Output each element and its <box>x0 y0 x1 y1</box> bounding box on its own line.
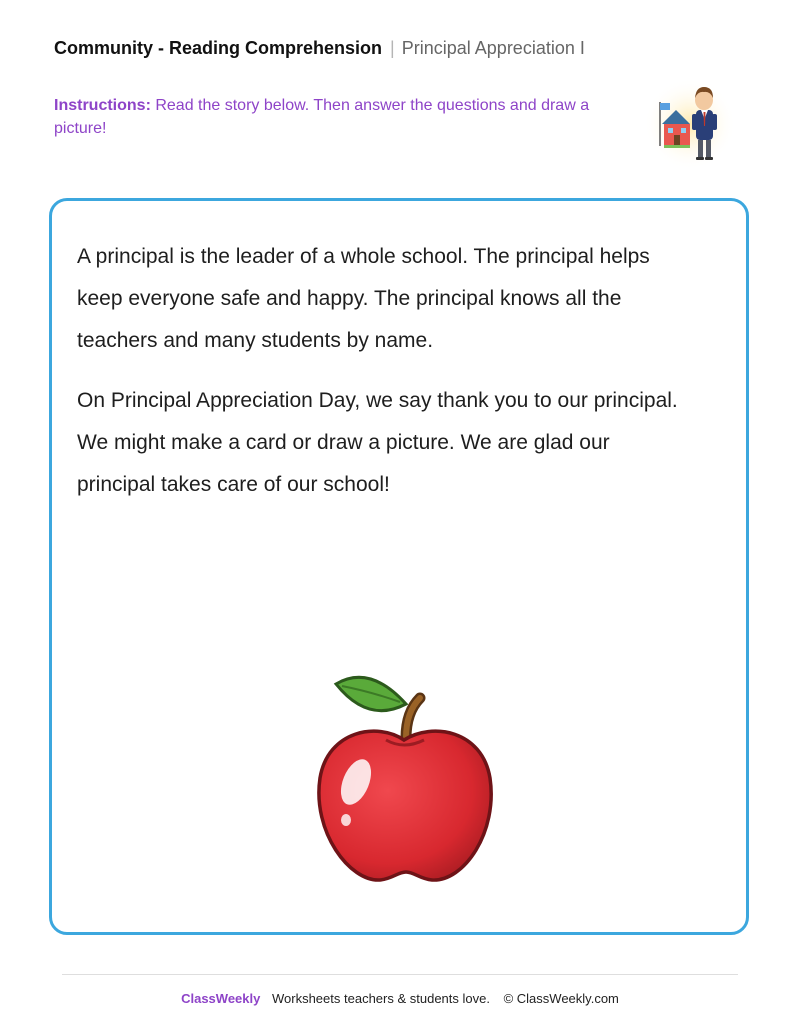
title-separator: | <box>390 38 395 58</box>
principal-illustration <box>640 72 740 172</box>
story-paragraph-2: On Principal Appreciation Day, we say thank you to our principal. We might make a card or draw a picture. We are glad our principal takes care of our school! <box>77 389 678 496</box>
footer-tagline: Worksheets teachers & students love. <box>271 991 490 1006</box>
footer <box>0 991 800 1007</box>
footer-copyright: © ClassWeekly.com <box>503 991 619 1006</box>
footer-divider <box>62 974 738 975</box>
principal-school-icon <box>640 72 740 172</box>
worksheet-title <box>54 37 585 59</box>
apple-icon <box>260 636 544 920</box>
title-subtitle: Principal Appreciation I <box>401 38 585 58</box>
instructions-text: Read the story below. Then answer the questions and draw a picture! <box>54 97 590 137</box>
title-main: Community - Reading Comprehension <box>54 38 383 58</box>
instructions-label: Instructions: <box>54 97 151 114</box>
story-paragraph-1: A principal is the leader of a whole school. The principal helps keep everyone safe and happy. The principal knows all the teachers and many students by name. <box>77 245 650 352</box>
apple-illustration <box>260 636 544 920</box>
footer-brand: ClassWeekly <box>181 991 261 1006</box>
story-card <box>49 198 749 935</box>
story-text <box>77 236 687 524</box>
instructions <box>54 94 614 140</box>
